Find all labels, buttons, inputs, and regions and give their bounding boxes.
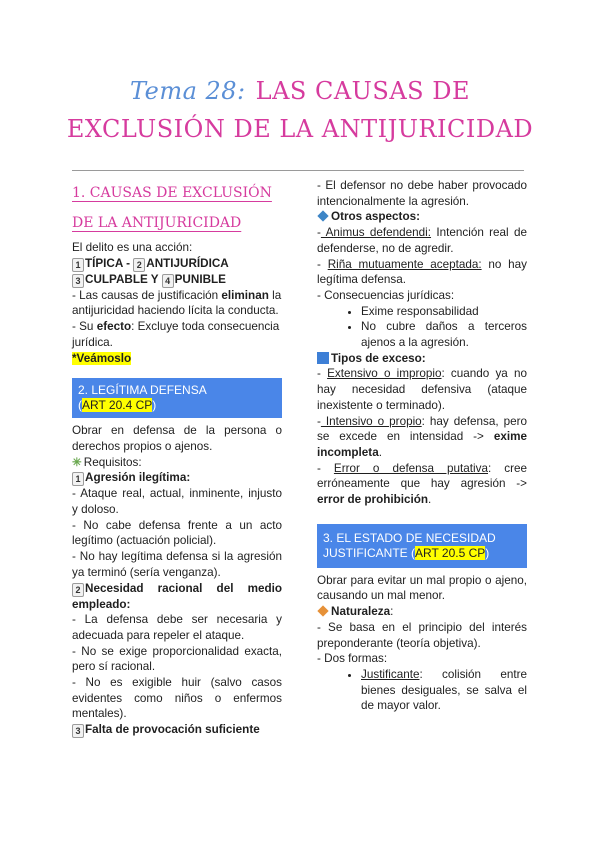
section-2-article bbox=[78, 398, 276, 413]
element-line-1 bbox=[72, 256, 282, 272]
otros-label: Otros aspectos: bbox=[331, 210, 420, 224]
o2-post: no hay legítima defensa. bbox=[317, 257, 528, 287]
list-item: • Exime responsabilidad bbox=[361, 304, 527, 320]
number-3-icon: 3 bbox=[72, 274, 84, 288]
requirement-2-b: - No se exige proporcionalidad exacta, pero sí racional. bbox=[72, 644, 282, 674]
naturaleza-colon: : bbox=[390, 605, 394, 619]
section-2-box bbox=[72, 378, 282, 418]
list-item bbox=[361, 667, 527, 714]
tipo-2 bbox=[317, 414, 527, 461]
section-2-definition: Obrar en defensa de la persona o derechos propios o ajenos. bbox=[72, 424, 282, 453]
t3-term: Error o defensa putativa bbox=[333, 461, 488, 475]
art-close: ) bbox=[485, 545, 490, 560]
o2-term: Riña mutuamente aceptada: bbox=[327, 257, 482, 271]
t2-pre: - bbox=[317, 414, 321, 428]
otros-item-1 bbox=[317, 225, 527, 256]
requirement-2-a: - La defensa debe ser necesaria y adecuada para repeler el ataque. bbox=[72, 613, 282, 642]
section-1-heading: 1. CAUSAS DE EXCLUSIÓN DE LA ANTIJURICIDAD bbox=[72, 185, 272, 231]
naturaleza-heading bbox=[317, 604, 527, 620]
effect-post: : Excluye toda consecuencia jurídica. bbox=[72, 320, 280, 349]
title-main: LAS CAUSAS DE EXCLUSIÓN DE LA ANTIJURICIDAD bbox=[66, 77, 534, 143]
requirement-2-label: Necesidad racional del medio empleado: bbox=[72, 581, 282, 611]
number-2-icon: 2 bbox=[72, 583, 84, 597]
naturaleza-item-2: - Dos formas: bbox=[317, 652, 388, 666]
t1-term: Extensivo o impropio bbox=[327, 367, 442, 381]
otros-item-3: - Consecuencias jurídicas: bbox=[317, 288, 455, 302]
naturaleza-item-1: - Se basa en el principio del interés preponderante (teoría objetiva). bbox=[317, 620, 527, 650]
effect-line bbox=[72, 319, 282, 350]
effect-pre: - Su bbox=[72, 320, 97, 334]
orange-diamond-icon bbox=[317, 606, 328, 617]
t3-mid: : cree erróneamente que hay agresión -> bbox=[317, 461, 528, 491]
o2-pre: - bbox=[317, 257, 328, 271]
section-3-box bbox=[317, 524, 527, 568]
left-column bbox=[72, 178, 282, 738]
number-4-icon: 4 bbox=[162, 274, 174, 288]
t3-pre: - bbox=[317, 461, 334, 475]
requisitos-line bbox=[72, 455, 282, 471]
t3-bold: error de prohibición bbox=[317, 493, 429, 507]
o1-post: Intención real de defenderse, no de agredir. bbox=[317, 226, 527, 255]
causes-bold: eliminan bbox=[221, 288, 269, 302]
t2-end: . bbox=[378, 445, 382, 459]
tipo-3 bbox=[317, 461, 527, 508]
blue-square-icon bbox=[317, 352, 329, 364]
justificante-text: : colisión entre bienes desiguales, se salva el de mayor valor. bbox=[361, 667, 527, 713]
otros-item-2 bbox=[317, 257, 527, 288]
t1-post: : cuando ya no hay necesidad defensiva (ataque inexistente o terminado). bbox=[317, 367, 527, 412]
sparkle-icon: ✳ bbox=[72, 455, 82, 469]
veamoslo-highlight: *Veámoslo bbox=[72, 351, 132, 365]
intro-text: El delito es una acción: bbox=[72, 241, 193, 254]
article-highlight: ART 20.4 CP bbox=[82, 398, 153, 413]
causes-post: la antijuricidad haciendo lícita la conducta. bbox=[72, 288, 282, 318]
formas-list bbox=[317, 667, 527, 714]
page-title bbox=[60, 72, 540, 148]
causes-pre: - Las causas de justificación bbox=[72, 288, 222, 302]
requirement-1-a: - Ataque real, actual, inminente, injusto y doloso. bbox=[72, 487, 282, 517]
t1-pre: - bbox=[317, 367, 328, 381]
otros-heading bbox=[317, 209, 527, 225]
requirement-1-c: - No hay legítima defensa si la agresión ya terminó (sería venganza). bbox=[72, 550, 282, 579]
provocation-text: - El defensor no debe haber provocado intencionalmente la agresión. bbox=[317, 179, 527, 208]
list-item: • No cubre daños a terceros ajenos a la agresión. bbox=[361, 319, 527, 350]
element-line-2 bbox=[72, 272, 282, 288]
requirement-2-heading bbox=[72, 581, 282, 613]
number-3-icon: 3 bbox=[72, 724, 84, 738]
element-tipica: TÍPICA - bbox=[85, 256, 134, 270]
right-column bbox=[317, 178, 527, 714]
requirement-2-c: - No es exigible huir (salvo casos evidentes como niños o enfermos mentales). bbox=[72, 676, 282, 721]
requirement-3-heading bbox=[72, 722, 282, 738]
t2-bold: exime incompleta bbox=[317, 430, 527, 459]
justificante-term: Justificante bbox=[361, 667, 420, 681]
art-close: ) bbox=[152, 398, 157, 413]
requisitos-label: Requisitos: bbox=[83, 455, 142, 469]
requirement-1-b: - No cabe defensa frente a un acto legítimo (actuación policial). bbox=[72, 518, 282, 548]
naturaleza-label: Naturaleza bbox=[331, 605, 391, 619]
number-2-icon: 2 bbox=[133, 258, 145, 272]
o1-pre: - bbox=[317, 226, 321, 240]
section-3-title: 3. EL ESTADO DE NECESIDAD JUSTIFICANTE ( bbox=[323, 530, 496, 560]
element-culpable: CULPABLE Y bbox=[85, 272, 162, 286]
t2-term: Intensivo o propio bbox=[320, 414, 422, 428]
tipos-heading bbox=[317, 351, 527, 367]
requirement-1-heading bbox=[72, 470, 282, 486]
section-3-definition: Obrar para evitar un mal propio o ajeno, causando un mal menor. bbox=[317, 573, 527, 603]
veamoslo-line bbox=[72, 351, 282, 367]
requirement-3-label: Falta de provocación suficiente bbox=[85, 723, 260, 737]
tipos-label: Tipos de exceso: bbox=[331, 351, 426, 365]
consequences-list bbox=[317, 304, 527, 351]
o1-term: Animus defendendi: bbox=[320, 226, 432, 240]
section-2-title: 2. LEGÍTIMA DEFENSA bbox=[78, 383, 207, 398]
requirement-1-label: Agresión ilegítima: bbox=[85, 471, 191, 485]
number-1-icon: 1 bbox=[72, 472, 84, 486]
effect-bold: efecto bbox=[96, 320, 132, 334]
element-antijuridica: ANTIJURÍDICA bbox=[146, 256, 229, 270]
blue-diamond-icon bbox=[317, 211, 328, 222]
art-open: ( bbox=[78, 398, 82, 413]
t2-mid: : hay defensa, pero se excede en intensidad -> bbox=[317, 414, 527, 444]
causes-line bbox=[72, 288, 282, 319]
number-1-icon: 1 bbox=[72, 258, 84, 272]
title-lead: Tema 28: bbox=[129, 77, 246, 105]
title-divider bbox=[72, 170, 524, 171]
article-highlight: ART 20.5 CP bbox=[415, 545, 486, 560]
t3-end: . bbox=[428, 493, 432, 507]
element-punible: PUNIBLE bbox=[174, 272, 226, 286]
tipo-1 bbox=[317, 366, 527, 413]
